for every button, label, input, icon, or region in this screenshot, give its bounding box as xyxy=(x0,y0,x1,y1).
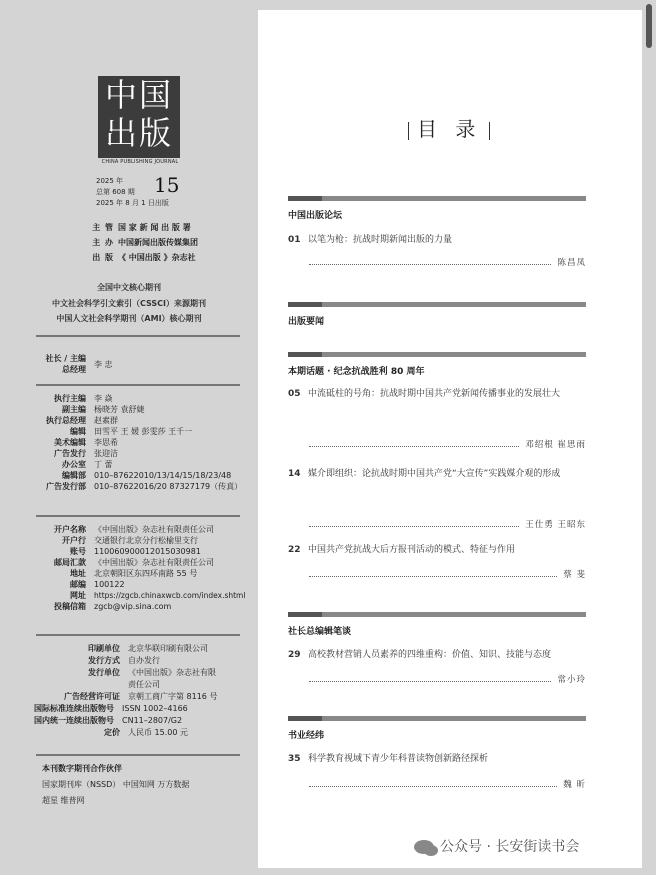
article-author-line: 魏 昕 xyxy=(309,778,586,790)
toc-article[interactable]: 05 中流砥柱的号角：抗战时期中国共产党新闻传播事业的发展壮大 xyxy=(288,389,561,399)
section-title: 本期话题 · 纪念抗战胜利 80 周年 xyxy=(288,367,425,377)
editorial-staff xyxy=(30,393,242,492)
staff-row: 编辑部 010–87622010/13/14/15/18/23/48 xyxy=(62,471,232,480)
print-row: 印刷单位 北京华联印刷有限公司 xyxy=(88,644,208,653)
staff-row: 编辑 田雪平 王 媛 彭雯莎 王千一 xyxy=(70,427,193,436)
section-title: 社长总编辑笔谈 xyxy=(288,627,352,637)
print-row: 定价 人民币 15.00 元 xyxy=(104,728,188,737)
toc-article[interactable]: 29 高校教材营销人员素养的四维重构：价值、知识、技能与态度 xyxy=(288,650,552,660)
head-staff: 社长 / 主编 总经理李 忠 xyxy=(45,354,113,374)
print-row: 国内统一连续出版物号 CN11–2807/G2 xyxy=(34,716,183,725)
staff-row: 广告发行部 010–87622016/20 87327179（传真） xyxy=(46,482,243,491)
publisher-block xyxy=(76,220,198,265)
article-author-line: 邓绍根 崔思雨 xyxy=(309,438,586,450)
article-author-line: 常小玲 xyxy=(309,673,586,685)
toc-section xyxy=(288,196,586,221)
bank-row: 账号 110060900012015030981 xyxy=(70,547,201,556)
article-author-line: 陈昌凤 xyxy=(309,256,586,268)
staff-row: 执行总经理 赵素群 xyxy=(46,416,118,425)
issue-number: 15 xyxy=(154,173,180,197)
toc-article[interactable]: 35 科学教育视域下青少年科普读物创新路径探析 xyxy=(288,754,489,764)
print-row: 责任公司 xyxy=(128,680,160,689)
bank-info xyxy=(30,524,245,612)
divider xyxy=(36,515,240,517)
section-title: 中国出版论坛 xyxy=(288,211,343,221)
divider xyxy=(36,384,240,386)
partners-title: 本刊数字期刊合作伙伴 xyxy=(42,764,122,773)
toc-section xyxy=(288,302,586,327)
publisher-row: 主 管 国 家 新 闻 出 版 署 xyxy=(92,223,191,232)
toc-section xyxy=(288,716,586,741)
toc-article[interactable]: 22 中国共产党抗战大后方报刊活动的模式、特征与作用 xyxy=(288,545,516,555)
staff-row: 办公室 丁 蕾 xyxy=(62,460,113,469)
print-row: 广告经营许可证 京朝工商广字第 8116 号 xyxy=(64,692,218,701)
staff-row: 美术编辑 李思希 xyxy=(54,438,118,447)
print-row: 发行方式 自办发行 xyxy=(88,656,160,665)
toc-page xyxy=(258,10,642,868)
divider xyxy=(36,634,240,636)
core-journal-list: 全国中文核心期刊 中文社会科学引文索引（CSSCI）来源期刊 中国人文社会科学期刊（AMI）核心期刊 xyxy=(51,283,207,323)
bank-row: 邮编 100122 xyxy=(70,580,125,589)
wechat-icon xyxy=(414,840,434,854)
toc-title: 目 录 xyxy=(400,113,498,142)
print-row: 国际标准连续出版物号 ISSN 1002–4166 xyxy=(34,704,188,713)
bank-row: 网址 https://zgcb.chinaxwcb.com/index.shtml xyxy=(70,591,246,600)
divider xyxy=(36,335,240,337)
toc-article[interactable]: 14 媒介即组织：论抗战时期中国共产党“大宣传”实践媒介观的形成 xyxy=(288,469,561,479)
print-row: 发行单位 《中国出版》杂志社有限 xyxy=(88,668,216,677)
toc-article[interactable]: 01 以笔为枪：抗战时期新闻出版的力量 xyxy=(288,235,453,245)
issue-date: 2025 年 8 月 1 日出版 xyxy=(96,199,169,207)
bank-row: 开户名称 《中国出版》杂志社有限责任公司 xyxy=(54,525,214,534)
toc-section xyxy=(288,612,586,637)
divider xyxy=(36,754,240,756)
bank-row: 投稿信箱 zgcb@vip.sina.com xyxy=(54,602,172,611)
scrollbar-thumb[interactable] xyxy=(646,4,652,48)
section-title: 出版要闻 xyxy=(288,317,325,327)
staff-row: 执行主编 李 焱 xyxy=(54,394,113,403)
bank-row: 地址 北京朝阳区东四环南路 55 号 xyxy=(70,569,198,578)
publisher-row: 出 版 《 中国出版 》杂志社 xyxy=(92,253,196,262)
masthead-panel xyxy=(0,0,258,875)
printing-info xyxy=(30,643,217,739)
article-author-line: 蔡 斐 xyxy=(309,568,586,580)
partners-list: 国家期刊库（NSSD） 中国知网 万方数据 超星 维普网 xyxy=(42,780,190,805)
watermark: 公众号 · 长安街读书会 xyxy=(414,836,579,856)
issue-total: 总第 608 期 xyxy=(96,188,135,196)
staff-row: 副主编 杨晓芳 袁舒婕 xyxy=(62,405,145,414)
bank-row: 开户行 交通银行北京分行松榆里支行 xyxy=(62,536,198,545)
journal-logo: 中国 出版 xyxy=(98,76,180,158)
bank-row: 邮局汇款 《中国出版》杂志社有限责任公司 xyxy=(54,558,214,567)
toc-section xyxy=(288,352,586,377)
section-title: 书业经纬 xyxy=(288,731,325,741)
staff-row: 广告发行 张迎洁 xyxy=(54,449,118,458)
publisher-row: 主 办 中国新闻出版传媒集团 xyxy=(92,238,198,247)
logo-english-name: CHINA PUBLISHING JOURNAL xyxy=(101,159,179,165)
issue-year: 2025 年 xyxy=(96,177,124,185)
article-author-line: 王仕勇 王昭东 xyxy=(309,518,586,530)
